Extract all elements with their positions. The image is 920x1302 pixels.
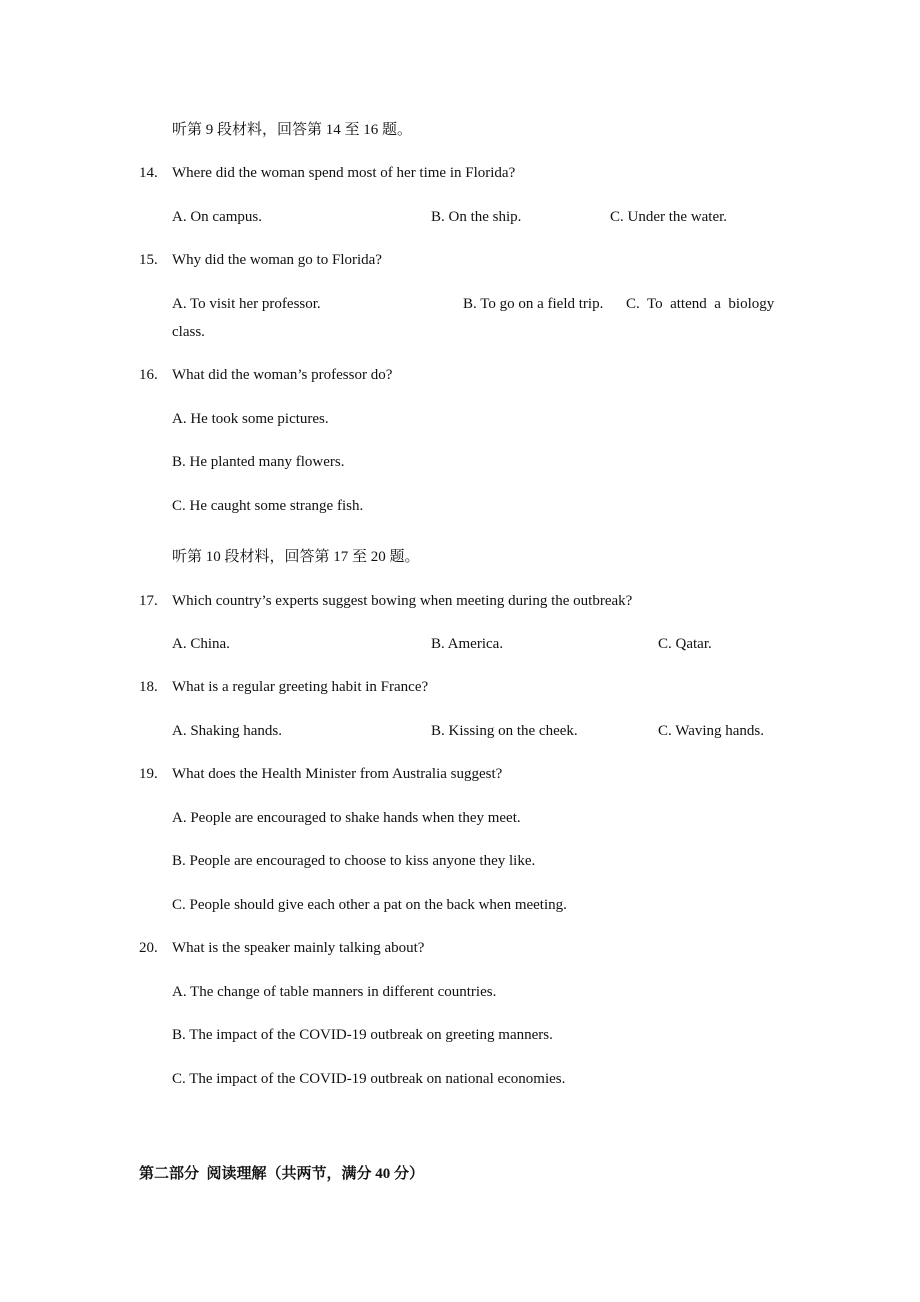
question-17-option-c: C. Qatar. (658, 636, 712, 652)
question-18-option-c: C. Waving hands. (658, 723, 765, 739)
question-17-option-a: A. China. (172, 636, 230, 652)
question-15-option-c-continued: class. (172, 324, 205, 340)
question-19-option-a: A. People are encouraged to shake hands when they meet. (172, 810, 521, 826)
question-15-option-a: A. To visit her professor. (172, 296, 321, 312)
question-20-option-b: B. The impact of the COVID-19 outbreak on greeting manners. (172, 1027, 553, 1043)
question-20-text: What is the speaker mainly talking about? (172, 940, 425, 956)
question-19-option-c: C. People should give each other a pat on the back when meeting. (172, 897, 567, 913)
question-15-number: 15. (139, 252, 158, 268)
question-14-text: Where did the woman spend most of her time in Florida? (172, 165, 516, 181)
question-15-option-b: B. To go on a field trip. (463, 296, 604, 312)
question-20-option-c: C. The impact of the COVID-19 outbreak on national economies. (172, 1071, 566, 1087)
question-17-number: 17. (139, 593, 158, 609)
section-9-heading: 听第 9 段材料，回答第 14 至 16 题。 (172, 122, 413, 138)
question-16-option-b: B. He planted many flowers. (172, 454, 345, 470)
question-18-option-b: B. Kissing on the cheek. (431, 723, 578, 739)
question-14-number: 14. (139, 165, 158, 181)
question-16-text: What did the woman’s professor do? (172, 367, 393, 383)
question-18-number: 18. (139, 679, 158, 695)
question-20-number: 20. (139, 940, 158, 956)
question-19-option-b: B. People are encouraged to choose to kiss anyone they like. (172, 853, 536, 869)
question-18-text: What is a regular greeting habit in France? (172, 679, 429, 695)
question-16-number: 16. (139, 367, 158, 383)
question-14-option-b: B. On the ship. (431, 209, 522, 225)
part-2-heading: 第二部分 阅读理解（共两节，满分 40 分） (139, 1166, 425, 1182)
question-17-text: Which country’s experts suggest bowing when meeting during the outbreak? (172, 593, 633, 609)
question-19-number: 19. (139, 766, 158, 782)
question-14-option-a: A. On campus. (172, 209, 262, 225)
question-19-text: What does the Health Minister from Australia suggest? (172, 766, 503, 782)
question-18-option-a: A. Shaking hands. (172, 723, 282, 739)
question-17-option-b: B. America. (431, 636, 504, 652)
question-15-option-c: C. To attend a biology (626, 296, 775, 312)
question-14-option-c: C. Under the water. (610, 209, 728, 225)
question-16-option-c: C. He caught some strange fish. (172, 498, 364, 514)
question-20-option-a: A. The change of table manners in different countries. (172, 984, 497, 1000)
question-15-text: Why did the woman go to Florida? (172, 252, 382, 268)
section-10-heading: 听第 10 段材料，回答第 17 至 20 题。 (172, 549, 420, 565)
question-16-option-a: A. He took some pictures. (172, 411, 329, 427)
